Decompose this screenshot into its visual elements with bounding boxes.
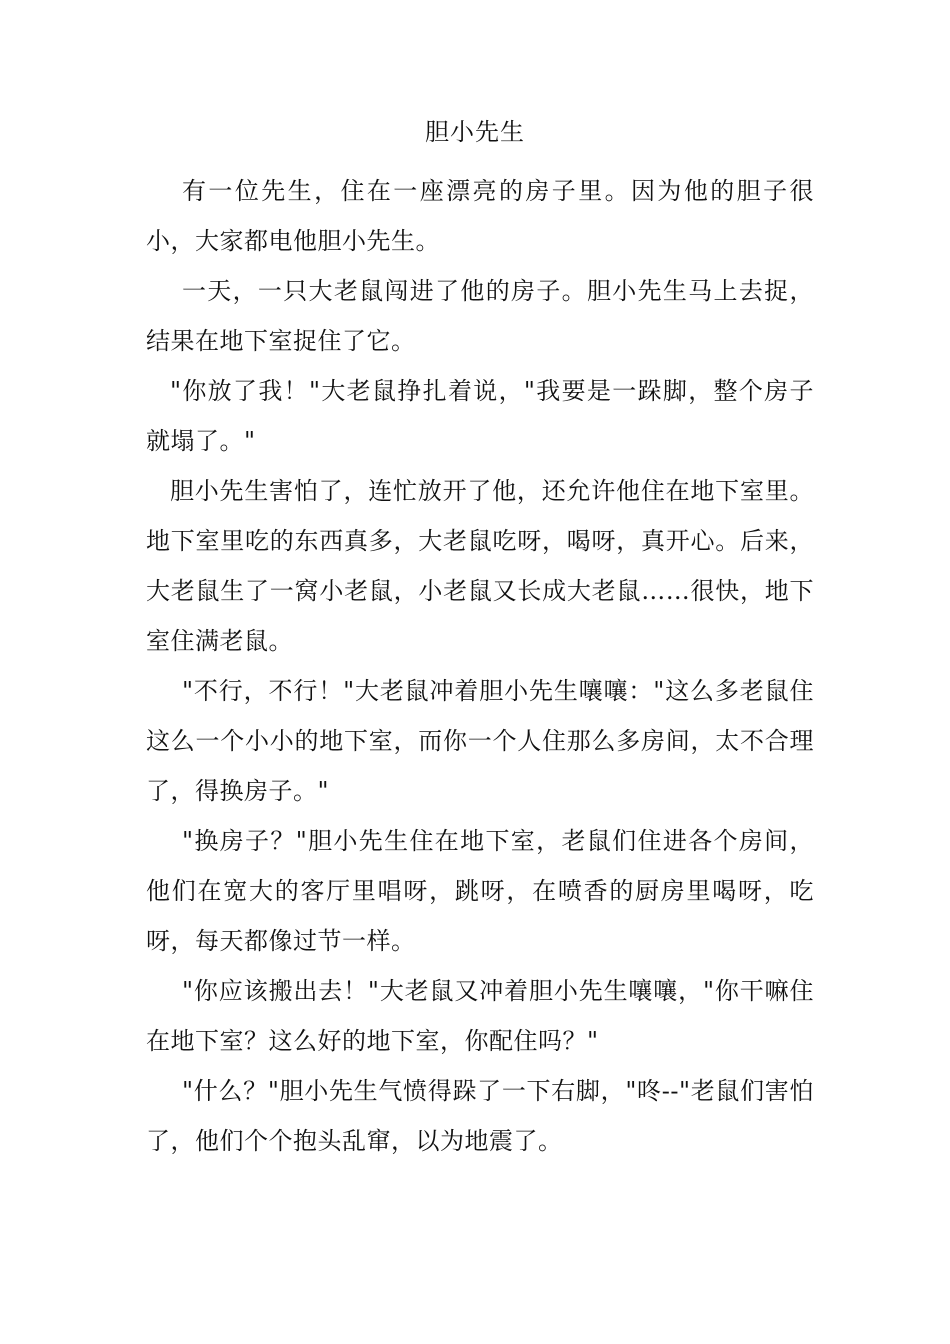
paragraph-4: 胆小先生害怕了，连忙放开了他，还允许他住在地下室里。地下室里吃的东西真多，大老鼠吃呀，喝呀，真开心。后来，大老鼠生了一窝小老鼠，小老鼠又长成大老鼠……很快，地下室住满老鼠。 [146, 477, 814, 655]
story-body [146, 166, 814, 1166]
paragraph-8: "什么？"胆小先生气愤得跺了一下右脚，"咚--"老鼠们害怕了，他们个个抱头乱窜，以为地震了。 [146, 1077, 814, 1155]
paragraph-2: 一天，一只大老鼠闯进了他的房子。胆小先生马上去捉，结果在地下室捉住了它。 [146, 277, 814, 355]
paragraph-6: "换房子？"胆小先生住在地下室，老鼠们住进各个房间，他们在宽大的客厅里唱呀，跳呀，在喷香的厨房里喝呀，吃呀，每天都像过节一样。 [146, 827, 814, 955]
paragraph-1: 有一位先生，住在一座漂亮的房子里。因为他的胆子很小，大家都电他胆小先生。 [146, 177, 814, 255]
paragraph-5: "不行，不行！"大老鼠冲着胆小先生嚷嚷："这么多老鼠住这么一个小小的地下室，而你一个人住那么多房间，太不合理了，得换房子。" [146, 677, 814, 805]
paragraph-3: "你放了我！"大老鼠挣扎着说，"我要是一跺脚，整个房子就塌了。" [146, 377, 814, 455]
paragraph-7: "你应该搬出去！"大老鼠又冲着胆小先生嚷嚷，"你干嘛住在地下室？这么好的地下室，你配住吗？" [146, 977, 814, 1055]
story-title: 胆小先生 [425, 118, 525, 146]
